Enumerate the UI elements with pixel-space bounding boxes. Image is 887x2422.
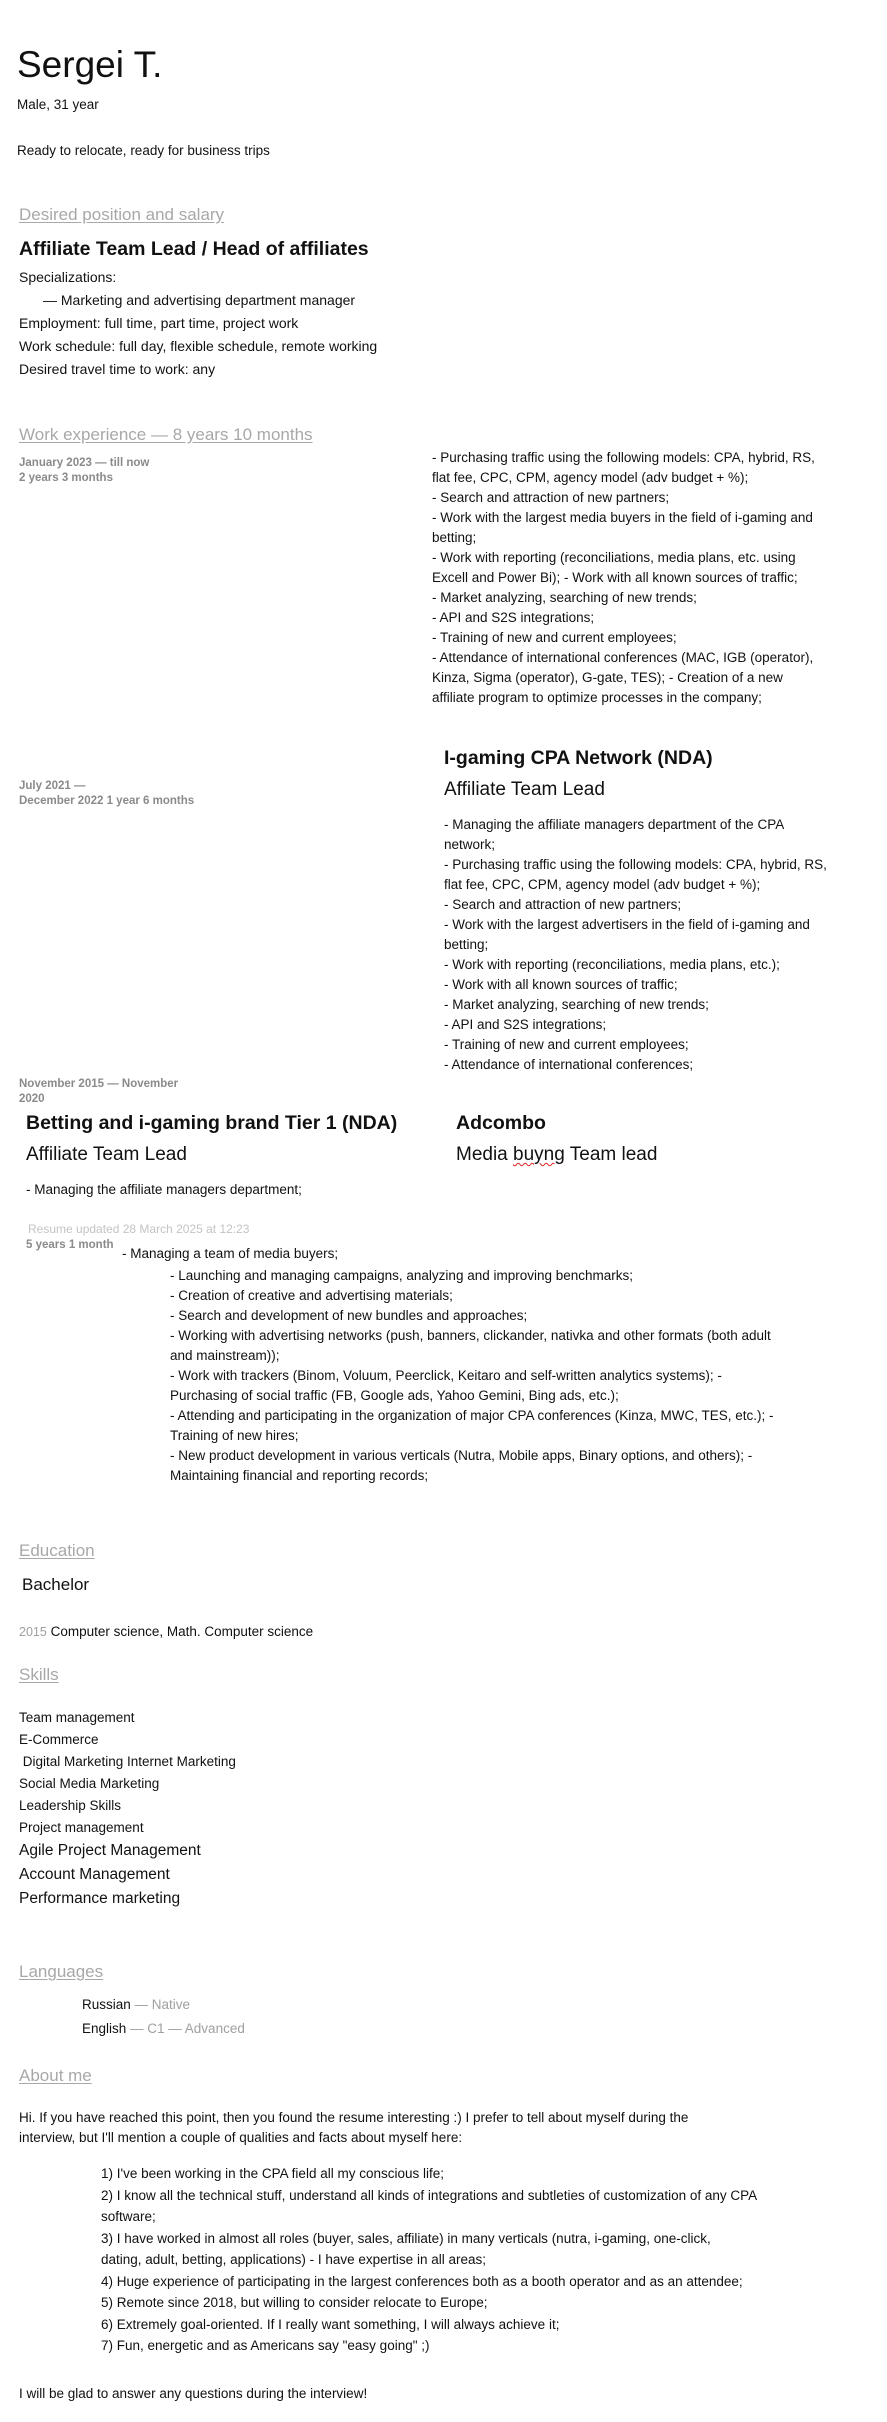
job3-first-line: - Managing a team of media buyers;	[122, 1246, 339, 1261]
education-heading: Education	[19, 1541, 95, 1560]
role-part: Team lead	[564, 1144, 658, 1165]
job2-company: I-gaming CPA Network (NDA)	[444, 747, 713, 769]
education-degree: Bachelor	[22, 1575, 90, 1594]
education-year: 2015	[19, 1625, 47, 1639]
job-line: - Purchasing traffic using the following models: CPA, hybrid, RS,	[444, 857, 827, 872]
job-line: - New product development in various verticals (Nutra, Mobile apps, Binary options, and others); -	[170, 1448, 753, 1463]
job-line: - Purchasing traffic using the following models: CPA, hybrid, RS,	[432, 450, 815, 465]
job2-date-end: December 2022 1 year 6 months	[19, 795, 195, 807]
job3-role-left: Affiliate Team Lead	[26, 1144, 187, 1165]
skill-item: Social Media Marketing	[19, 1776, 160, 1791]
about-intro-line: interview, but I'll mention a couple of qualities and facts about myself here:	[19, 2130, 463, 2145]
about-closing: I will be glad to answer any questions during the interview!	[19, 2386, 368, 2401]
specializations-label: Specializations:	[19, 269, 117, 285]
language-item	[82, 2017, 245, 2041]
job-line: betting;	[444, 937, 489, 952]
about-intro-line: Hi. If you have reached this point, then you found the resume interesting :) I prefer to tell about myself during the	[19, 2110, 689, 2125]
about-fact: 4) Huge experience of participating in the largest conferences both as a booth operator and as an attendee;	[101, 2273, 743, 2289]
job-line: flat fee, CPC, CPM, agency model (adv budget + %);	[444, 877, 761, 892]
about-fact: 6) Extremely goal-oriented. If I really want something, I will always achieve it;	[101, 2316, 560, 2332]
job-line: Training of new hires;	[170, 1428, 299, 1443]
job-line: - Launching and managing campaigns, analyzing and improving benchmarks;	[170, 1268, 634, 1283]
job-line: - API and S2S integrations;	[432, 610, 595, 625]
language-level: — Native	[130, 1997, 191, 2012]
skill-item: Project management	[19, 1820, 144, 1835]
language-name: Russian	[82, 1997, 131, 2012]
job3-company-left: Betting and i-gaming brand Tier 1 (NDA)	[26, 1112, 398, 1134]
job3-role-right	[456, 1142, 657, 1168]
skill-item: Team management	[19, 1710, 135, 1725]
job-line: - Attendance of international conferences (MAC, IGB (operator),	[432, 650, 814, 665]
about-fact: dating, adult, betting, applications) - I have expertise in all areas;	[101, 2252, 486, 2267]
job-line: - Work with all known sources of traffic;	[444, 977, 678, 992]
job-line: - Attendance of international conferences;	[444, 1057, 694, 1072]
job-line: betting;	[432, 530, 477, 545]
desired-position-heading: Desired position and salary	[19, 205, 225, 224]
job-line: - Work with reporting (reconciliations, media plans, etc.);	[444, 957, 780, 972]
about-fact: software;	[101, 2209, 156, 2224]
job-line: Purchasing of social traffic (FB, Google ads, Yahoo Gemini, Bing ads, etc.);	[170, 1388, 619, 1403]
job-line: - Market analyzing, searching of new trends;	[432, 590, 697, 605]
job3-date-start: November 2015 — November	[19, 1078, 179, 1090]
job-line: affiliate program to optimize processes in the company;	[432, 690, 762, 705]
job-line: network;	[444, 837, 496, 852]
skills-list	[19, 1707, 236, 1911]
employment-type: Employment: full time, part time, project work	[19, 315, 299, 331]
job3-date-end: 2020	[19, 1093, 45, 1105]
language-item	[82, 1993, 245, 2017]
job3-company-right: Adcombo	[456, 1112, 546, 1134]
job-line: Excell and Power Bi); - Work with all known sources of traffic;	[432, 570, 798, 585]
job-line: - Work with trackers (Binom, Voluum, Peerclick, Keitaro and self-written analytics systems); -	[170, 1368, 722, 1383]
relocation-status: Ready to relocate, ready for business trips	[17, 143, 270, 158]
job-line: - Search and development of new bundles and approaches;	[170, 1308, 528, 1323]
skill-item: E-Commerce	[19, 1732, 99, 1747]
about-fact: 1) I've been working in the CPA field all my conscious life;	[101, 2166, 444, 2181]
skills-heading: Skills	[19, 1665, 59, 1684]
job2-responsibilities	[444, 815, 884, 1075]
job3-responsibilities	[170, 1266, 882, 1486]
job-line: - Work with the largest media buyers in the field of i-gaming and	[432, 510, 813, 525]
languages-list	[82, 1993, 245, 2041]
job3-duration: 5 years 1 month	[26, 1239, 114, 1251]
job-line: - Work with reporting (reconciliations, media plans, etc. using	[432, 550, 796, 565]
job-line: - API and S2S integrations;	[444, 1017, 607, 1032]
job-line: - Managing the affiliate managers department of the CPA	[444, 817, 785, 832]
job-line: Maintaining financial and reporting records;	[170, 1468, 429, 1483]
about-fact: 7) Fun, energetic and as Americans say "easy going" ;)	[101, 2338, 430, 2353]
job1-date: January 2023 — till now	[19, 457, 150, 469]
about-intro	[19, 2108, 839, 2148]
job3-line-left: - Managing the affiliate managers department;	[26, 1182, 302, 1197]
about-heading: About me	[19, 2066, 92, 2085]
skill-item: Digital Marketing Internet Marketing	[19, 1754, 236, 1769]
job-line: - Creation of creative and advertising materials;	[170, 1288, 453, 1303]
job2-role: Affiliate Team Lead	[444, 779, 605, 800]
job-line: - Working with advertising networks (push, banners, clickander, nativka and other formats (both adult	[170, 1328, 771, 1343]
language-level: — C1 — Advanced	[126, 2021, 245, 2036]
specialization-item: — Marketing and advertising department manager	[43, 292, 356, 308]
job-line: - Search and attraction of new partners;	[432, 490, 670, 505]
desired-position-title: Affiliate Team Lead / Head of affiliates	[19, 238, 369, 260]
skill-item: Performance marketing	[19, 1890, 181, 1907]
about-fact: 3) I have worked in almost all roles (buyer, sales, affiliate) in many verticals (nutra, i-gaming, one-click,	[101, 2230, 711, 2246]
education-field: Computer science, Math. Computer science	[50, 1624, 314, 1639]
education-entry	[19, 1622, 313, 1642]
skill-item: Leadership Skills	[19, 1798, 122, 1813]
job-line: - Market analyzing, searching of new trends;	[444, 997, 709, 1012]
job-line: - Training of new and current employees;	[432, 630, 677, 645]
travel-time: Desired travel time to work: any	[19, 361, 216, 377]
job-line: - Work with the largest advertisers in the field of i-gaming and	[444, 917, 810, 932]
skill-item: Account Management	[19, 1866, 170, 1883]
role-part-misspelled: buyng	[513, 1144, 565, 1165]
job1-responsibilities	[432, 448, 882, 708]
job1-duration: 2 years 3 months	[19, 472, 113, 484]
work-experience-heading: Work experience — 8 years 10 months	[19, 425, 313, 444]
job-line: flat fee, CPC, CPM, agency model (adv budget + %);	[432, 470, 749, 485]
about-fact: 5) Remote since 2018, but willing to consider relocate to Europe;	[101, 2295, 488, 2310]
skill-item: Agile Project Management	[19, 1842, 201, 1859]
about-fact: 2) I know all the technical stuff, understand all kinds of integrations and subtleties of customization of any CPA	[101, 2187, 758, 2203]
job-line: - Training of new and current employees;	[444, 1037, 689, 1052]
job2-date-start: July 2021 —	[19, 780, 86, 792]
work-schedule: Work schedule: full day, flexible schedule, remote working	[19, 338, 378, 354]
language-name: English	[82, 2021, 127, 2036]
job-line: - Attending and participating in the organization of major CPA conferences (Kinza, MWC, TES, etc.); -	[170, 1408, 774, 1423]
languages-heading: Languages	[19, 1962, 104, 1981]
job-line: and mainstream));	[170, 1348, 280, 1363]
about-facts	[101, 2163, 861, 2357]
role-part: Media	[456, 1144, 514, 1165]
candidate-name: Sergei T.	[17, 44, 163, 85]
gender-age: Male, 31 year	[17, 97, 99, 112]
job-line: - Search and attraction of new partners;	[444, 897, 682, 912]
resume-updated: Resume updated 28 March 2025 at 12:23	[28, 1222, 250, 1236]
job-line: Kinza, Sigma (operator), G-gate, TES); - Creation of a new	[432, 670, 783, 685]
